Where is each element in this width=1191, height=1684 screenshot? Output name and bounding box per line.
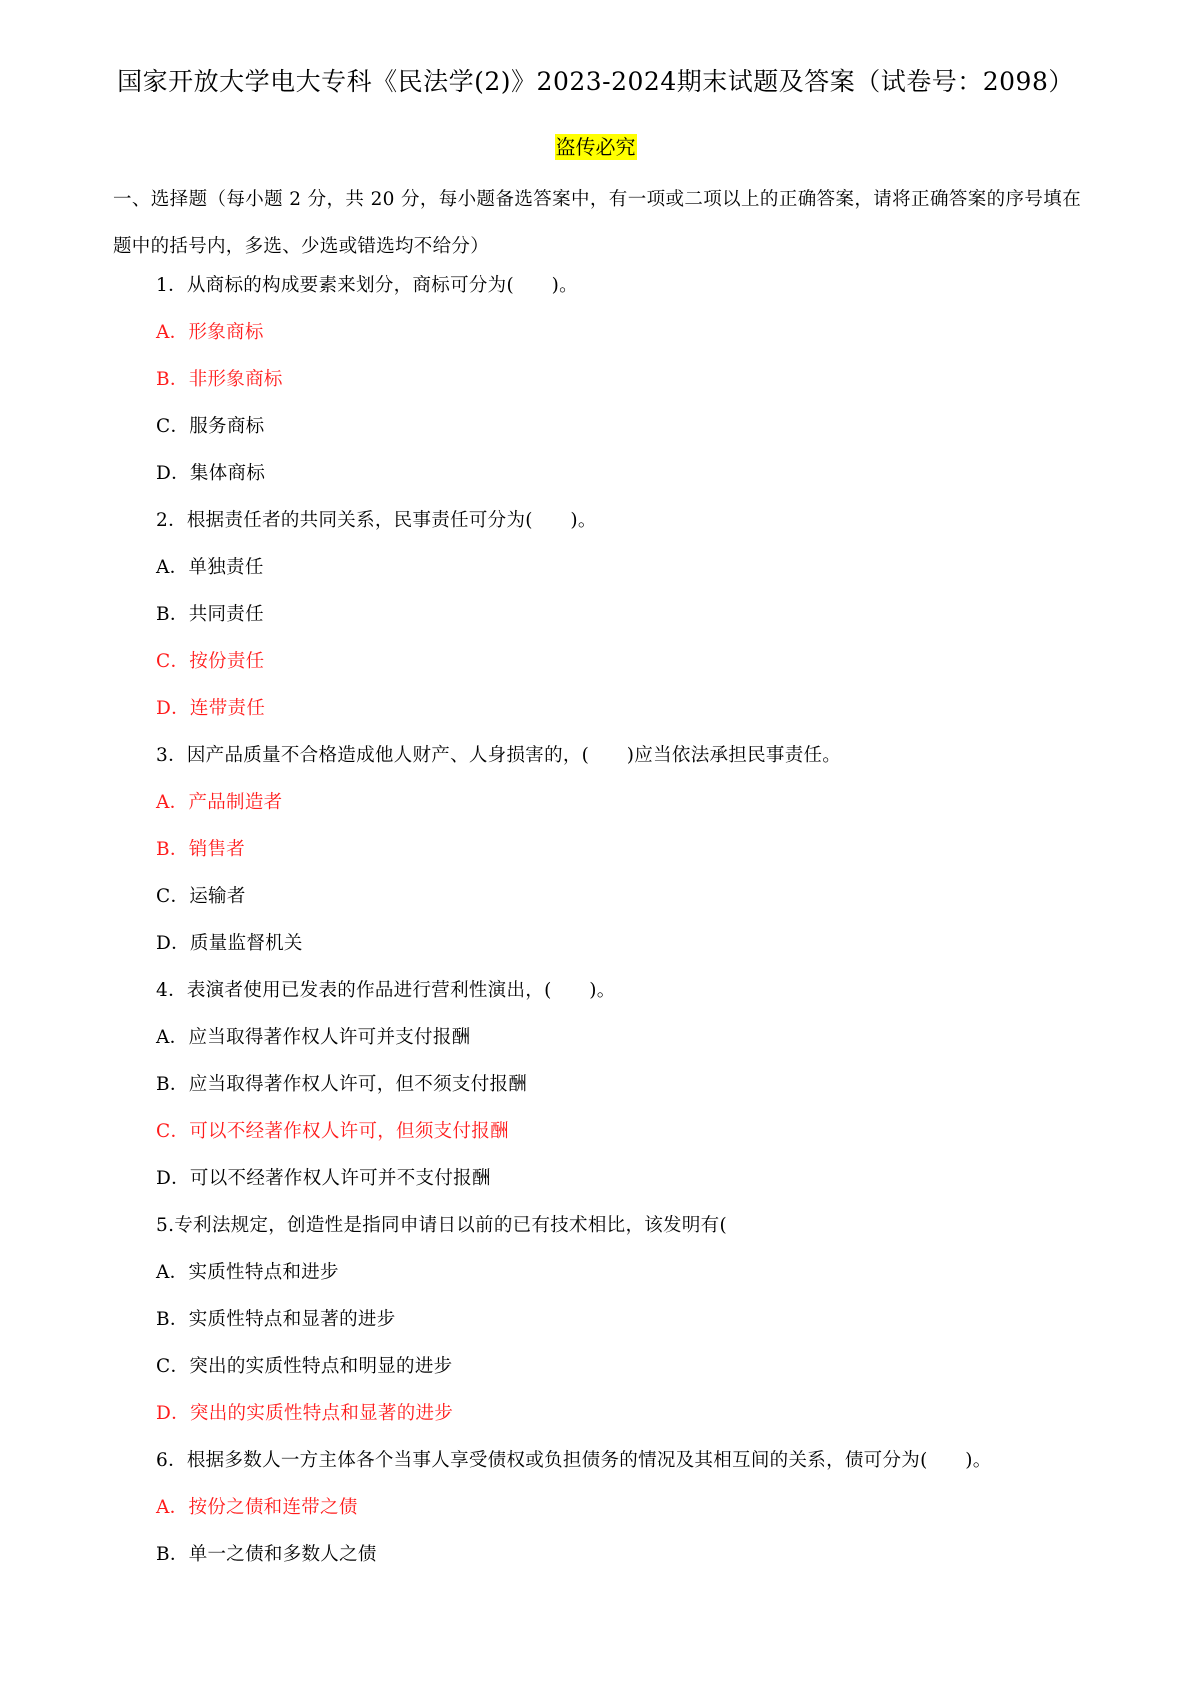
question-4-option-c: C．可以不经著作权人许可，但须支付报酬: [156, 1121, 509, 1142]
question-6-stem: 6．根据多数人一方主体各个当事人享受债权或负担债务的情况及其相互间的关系，债可分为( )。: [156, 1450, 992, 1471]
question-3-option-b: B．销售者: [156, 839, 246, 860]
question-3-option-c: C．运输者: [156, 886, 246, 907]
question-2-option-b: B．共同责任: [156, 604, 264, 625]
question-6-option-b: B．单一之债和多数人之债: [156, 1544, 377, 1565]
question-3-option-d: D．质量监督机关: [156, 933, 303, 954]
question-2-option-d: D．连带责任: [156, 698, 266, 719]
question-2-option-c: C．按份责任: [156, 651, 265, 672]
question-4-stem: 4．表演者使用已发表的作品进行营利性演出，( )。: [156, 980, 616, 1001]
question-3-stem: 3．因产品质量不合格造成他人财产、人身损害的，( )应当依法承担民事责任。: [156, 745, 842, 766]
question-1-option-d: D．集体商标: [156, 463, 266, 484]
question-5-option-d: D．突出的实质性特点和显著的进步: [156, 1403, 454, 1424]
question-2-option-a: A．单独责任: [156, 557, 264, 578]
question-5-option-b: B．实质性特点和显著的进步: [156, 1309, 396, 1330]
question-5-stem: 5.专利法规定，创造性是指同申请日以前的已有技术相比，该发明有(: [156, 1215, 727, 1236]
question-3-option-a: A．产品制造者: [156, 792, 283, 813]
question-list: [156, 262, 1106, 1578]
question-4-option-b: B．应当取得著作权人许可，但不须支付报酬: [156, 1074, 528, 1095]
question-5-option-a: A．实质性特点和进步: [156, 1262, 339, 1283]
question-1-option-a: A．形象商标: [156, 322, 264, 343]
question-4-option-a: A．应当取得著作权人许可并支付报酬: [156, 1027, 471, 1048]
page-title: 国家开放大学电大专科《民法学(2)》2023-2024期末试题及答案（试卷号：2098）: [117, 67, 1074, 96]
watermark-label: 盗传必究: [555, 135, 636, 159]
question-1-stem: 1．从商标的构成要素来划分，商标可分为( )。: [156, 275, 578, 296]
question-4-option-d: D．可以不经著作权人许可并不支付报酬: [156, 1168, 491, 1189]
section-intro: 一、选择题（每小题 2 分，共 20 分，每小题备选答案中，有一项或二项以上的正确答案，请将正确答案的序号填在题中的括号内，多选、少选或错选均不给分）: [113, 189, 1081, 257]
question-1-option-b: B．非形象商标: [156, 369, 283, 390]
question-2-stem: 2．根据责任者的共同关系，民事责任可分为( )。: [156, 510, 597, 531]
watermark-container: [0, 134, 1191, 160]
question-5-option-c: C．突出的实质性特点和明显的进步: [156, 1356, 453, 1377]
question-6-option-a: A．按份之债和连带之债: [156, 1497, 358, 1518]
question-1-option-c: C．服务商标: [156, 416, 265, 437]
